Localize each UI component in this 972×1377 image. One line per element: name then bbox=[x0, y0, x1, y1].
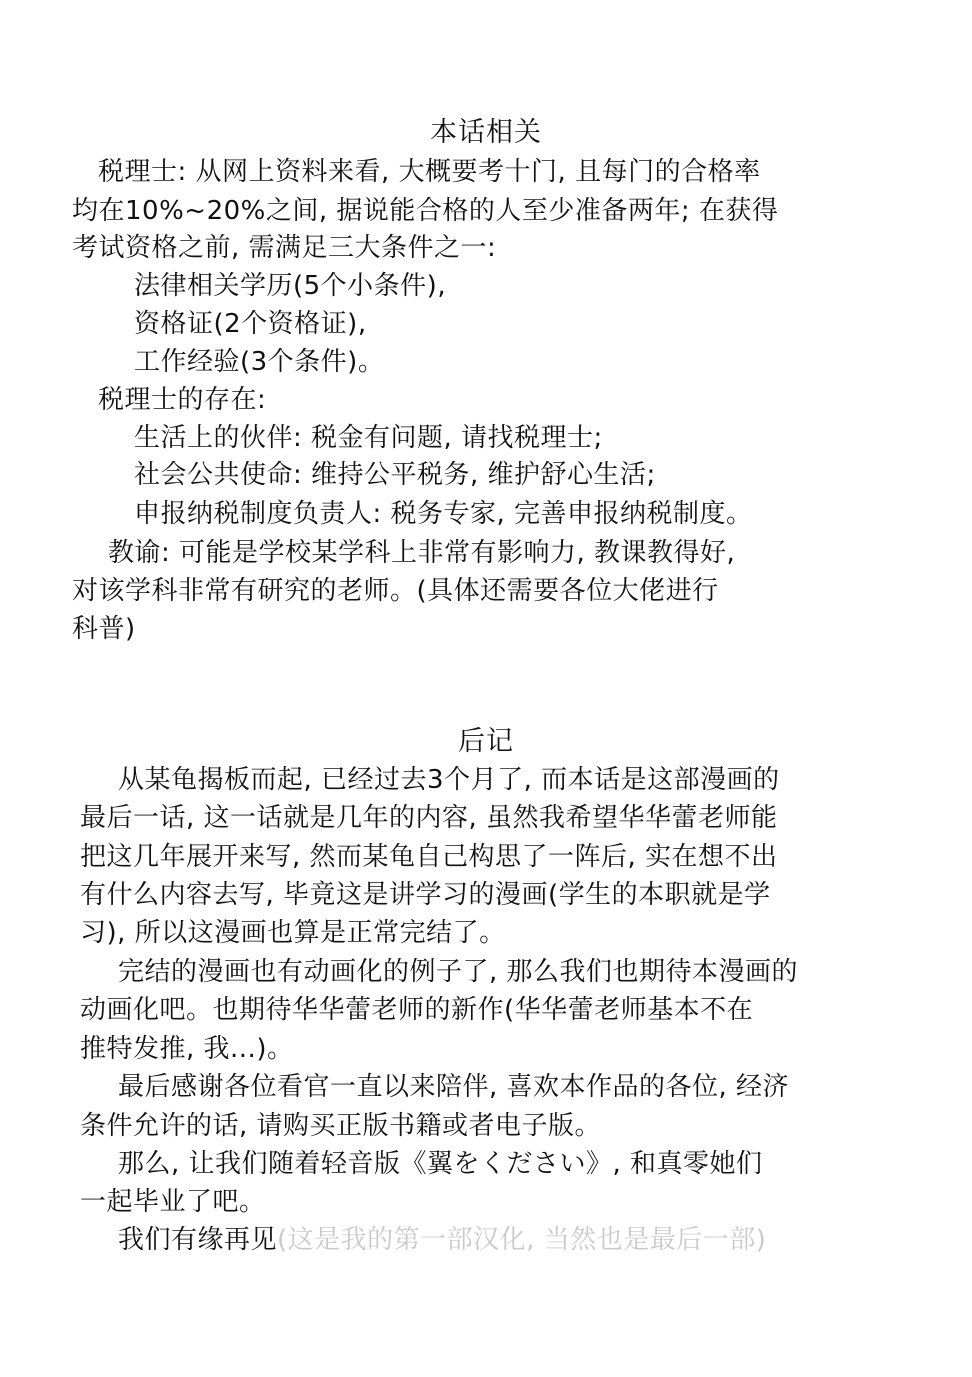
section-title-afterword: 后记 bbox=[458, 726, 514, 757]
paragraph-line: 从某龟揭板而起, 已经过去3个月了, 而本话是这部漫画的 bbox=[118, 765, 780, 795]
paragraph-line: 推特发推, 我...)。 bbox=[80, 1034, 294, 1064]
paragraph-line: 最后感谢各位看官一直以来陪伴, 喜欢本作品的各位, 经济 bbox=[118, 1072, 790, 1102]
paragraph-line: 税理士的存在: bbox=[98, 385, 267, 415]
paragraph-line: 那么, 让我们随着轻音版《翼をください》, 和真零她们 bbox=[118, 1149, 763, 1179]
paragraph-line: 完结的漫画也有动画化的例子了, 那么我们也期待本漫画的 bbox=[118, 957, 799, 987]
paragraph-line: 一起毕业了吧。 bbox=[80, 1187, 266, 1217]
paragraph-line: 动画化吧。也期待华华蕾老师的新作(华华蕾老师基本不在 bbox=[80, 995, 754, 1025]
closing-text: 我们有缘再见 bbox=[118, 1225, 278, 1255]
paragraph-line: 最后一话, 这一话就是几年的内容, 虽然我希望华华蕾老师能 bbox=[80, 803, 778, 833]
paragraph-line: 有什么内容去写, 毕竟这是讲学习的漫画(学生的本职就是学 bbox=[80, 880, 771, 910]
paragraph-line: 把这几年展开来写, 然而某龟自己构思了一阵后, 实在想不出 bbox=[80, 842, 778, 872]
paragraph-line: 条件允许的话, 请购买正版书籍或者电子版。 bbox=[80, 1111, 602, 1141]
list-item: 工作经验(3个条件)。 bbox=[134, 347, 385, 377]
paragraph-line: 考试资格之前, 需满足三大条件之一: bbox=[72, 233, 497, 263]
paragraph-line: 对该学科非常有研究的老师。(具体还需要各位大佬进行 bbox=[72, 576, 719, 606]
paragraph-line: 教谕: 可能是学校某学科上非常有影响力, 教课教得好, bbox=[108, 538, 736, 568]
translator-note: (这是我的第一部汉化, 当然也是最后一部) bbox=[277, 1225, 767, 1255]
list-item: 法律相关学历(5个小条件), bbox=[134, 271, 447, 301]
paragraph-line: 科普) bbox=[72, 614, 136, 644]
list-item: 社会公共使命: 维持公平税务, 维护舒心生活; bbox=[134, 460, 656, 490]
paragraph-line: 均在10%~20%之间, 据说能合格的人至少准备两年; 在获得 bbox=[72, 196, 779, 226]
section-title-related: 本话相关 bbox=[430, 117, 542, 148]
list-item: 生活上的伙伴: 税金有问题, 请找税理士; bbox=[134, 423, 603, 453]
closing-line bbox=[118, 1224, 766, 1256]
list-item: 申报纳税制度负责人: 税务专家, 完善申报纳税制度。 bbox=[134, 499, 753, 529]
paragraph-line: 习), 所以这漫画也算是正常完结了。 bbox=[80, 918, 506, 948]
list-item: 资格证(2个资格证), bbox=[134, 309, 367, 339]
paragraph-line: 税理士: 从网上资料来看, 大概要考十门, 且每门的合格率 bbox=[98, 157, 761, 187]
